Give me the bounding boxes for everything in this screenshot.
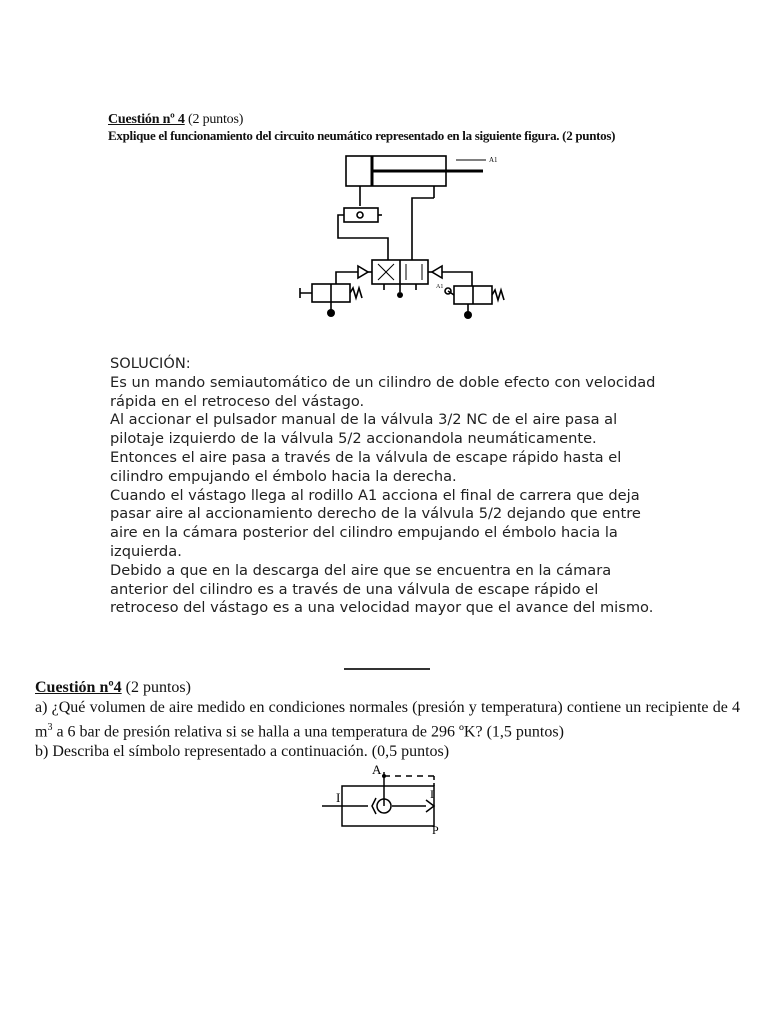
solution [110,355,670,618]
left-pilot-line [336,272,358,284]
symbol-label-a: A [372,762,382,777]
question-2-part-b: b) Describa el símbolo representado a continuación. (0,5 puntos) [35,743,450,761]
valve-supply-source [397,292,403,298]
solution-heading: SOLUCIÓN: [110,355,191,372]
part-a-text-1: a) ¿Qué volumen de aire medido en condiciones normales (presión y temperatura) contiene un recipiente de 4 m [35,699,740,741]
section-divider [344,668,430,670]
solution-paragraph: Cuando el vástago llega al rodillo A1 acciona el final de carrera que deja pasar aire al accionamiento derecho de la válvula 5/2 dejando que entre aire en la cámara posterior del cilindro empujando el émbolo hacia la izquierda. [110,486,641,560]
right-port-line [412,198,434,260]
symbol-label-p: P [432,823,439,837]
question-1-points: (2 puntos) [184,112,244,127]
left-pilot-triangle [358,266,368,278]
left-valve-spring [350,288,362,298]
solution-paragraph: Debido a que en la descarga del aire que se encuentra en la cámara anterior del cilindro es a través de una válvula de escape rápido el retroceso del vástago es a una velocidad mayor que el avance del mismo. [110,561,654,617]
label-a1-top: A1 [489,156,498,164]
part-a-text-2: a 6 bar de presión relativa si se halla a una temperatura de 296 ºK? (1,5 puntos) [52,723,564,741]
solution-paragraph: Es un mando semiautomático de un cilindro de doble efecto con velocidad rápida en el retroceso del vástago. [110,373,656,410]
label-a1-valve: A1 [436,284,444,290]
solution-paragraph: Entonces el aire pasa a través de la válvula de escape rápido hasta el cilindro empujando el émbolo hacia la derecha. [110,448,622,485]
symbol-label-left: I [336,790,341,805]
symbol-arrow [426,800,434,812]
question-2-number: Cuestión nº4 [35,679,122,696]
left-supply-source [327,309,335,317]
question-1-title [108,112,668,128]
symbol-junction [382,774,386,778]
valve-symbol-diagram [318,760,458,850]
right-pilot-line [442,272,472,286]
question-1-number: Cuestión nº 4 [108,112,185,127]
question-2-part-a [35,698,740,742]
symbol-label-right: I [430,787,434,801]
right-valve-spring [492,290,504,300]
question-2-title [35,678,740,698]
question-2-points: (2 puntos) [121,679,191,696]
quick-exhaust-ball [357,212,363,218]
quick-exhaust-valve [344,208,378,222]
right-pilot-triangle [432,266,442,278]
solution-paragraph: Al accionar el pulsador manual de la válvula 3/2 NC de el aire pasa al pilotaje izquierdo de la válvula 5/2 accionandola neumáticamente. [110,411,618,448]
part-a-superscript: 3 [47,722,53,733]
question-2 [35,678,740,762]
left-valve-pushbutton [300,288,312,298]
symbol-seat-left [372,798,376,814]
question-1 [108,112,668,144]
question-1-statement: Explique el funcionamiento del circuito neumático representado en la siguiente figura. (2 puntos) [108,128,616,143]
right-supply-source [464,311,472,319]
pneumatic-circuit-diagram [288,150,528,330]
